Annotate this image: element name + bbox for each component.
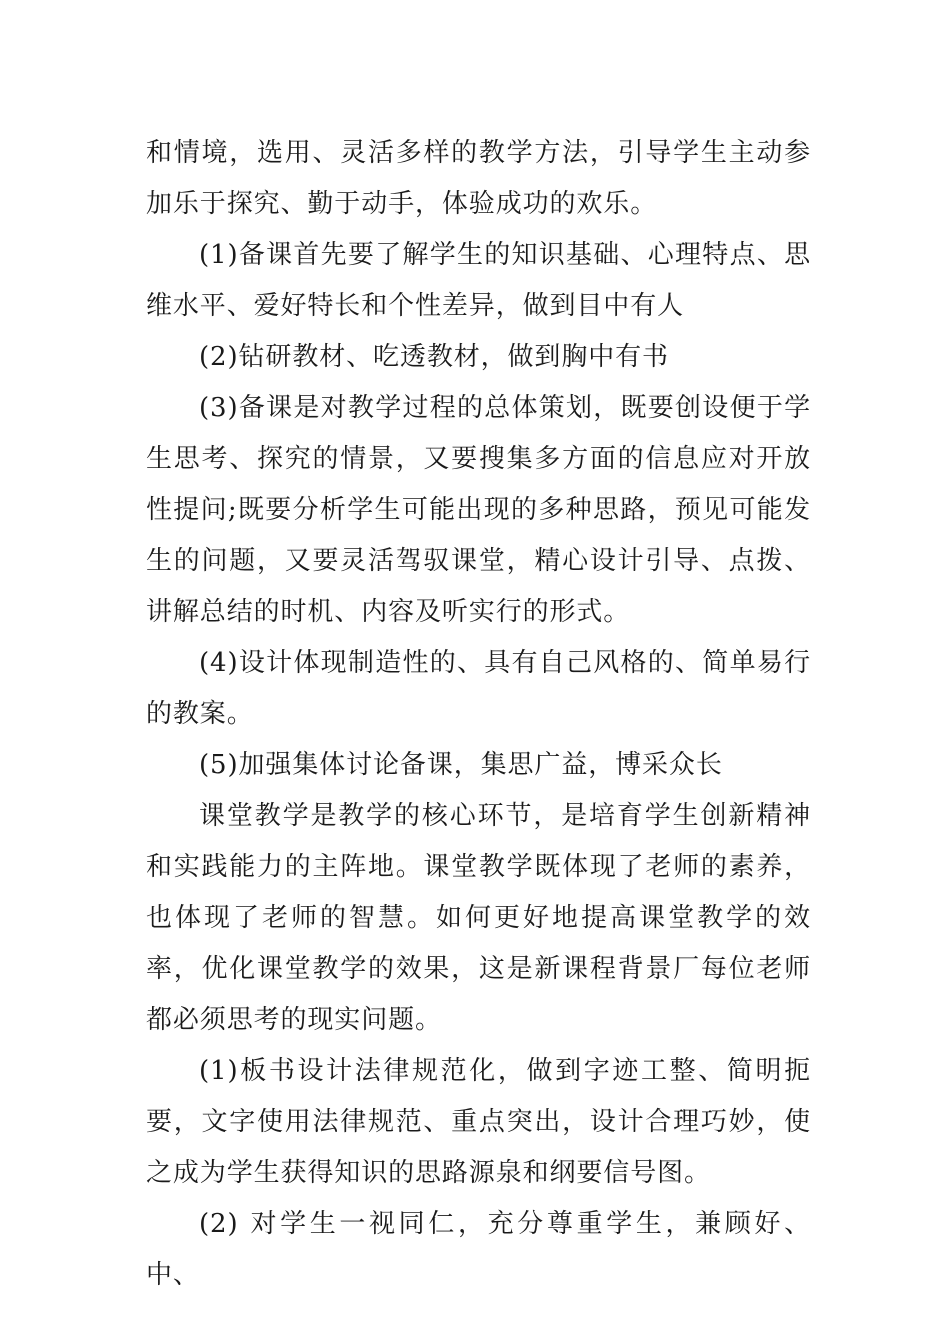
paragraph-9: (2) 对学生一视同仁，充分尊重学生，兼顾好、中、 (146, 1209, 811, 1290)
paragraph-8: (1)板书设计法律规范化，做到字迹工整、简明扼要，文字使用法律规范、重点突出，设计合理巧妙，使之成为学生获得知识的思路源泉和纲要信号图。 (146, 1056, 811, 1188)
document-body (146, 128, 811, 1301)
paragraph-6: (5)加强集体讨论备课，集思广益，博采众长 (199, 750, 723, 780)
paragraph-1: 和情境，选用、灵活多样的教学方法，引导学生主动参加乐于探究、勤于动手，体验成功的欢乐。 (146, 138, 811, 219)
paragraph-5: (4)设计体现制造性的、具有自己风格的、简单易行的教案。 (146, 648, 811, 729)
paragraph-4: (3)备课是对教学过程的总体策划，既要创设便于学生思考、探究的情景，又要搜集多方面的信息应对开放性提问;既要分析学生可能出现的多种思路，预见可能发生的问题，又要灵活驾驭课堂，精心设计引导、点拨、讲解总结的时机、内容及听实行的形式。 (146, 393, 811, 627)
paragraph-3: (2)钻研教材、吃透教材，做到胸中有书 (199, 342, 669, 372)
paragraph-7: 课堂教学是教学的核心环节，是培育学生创新精神和实践能力的主阵地。课堂教学既体现了老师的素养，也体现了老师的智慧。如何更好地提高课堂教学的效率，优化课堂教学的效果，这是新课程背景厂每位老师都必须思考的现实问题。 (146, 801, 811, 1035)
paragraph-2: (1)备课首先要了解学生的知识基础、心理特点、思维水平、爱好特长和个性差异，做到目中有人 (146, 240, 811, 321)
